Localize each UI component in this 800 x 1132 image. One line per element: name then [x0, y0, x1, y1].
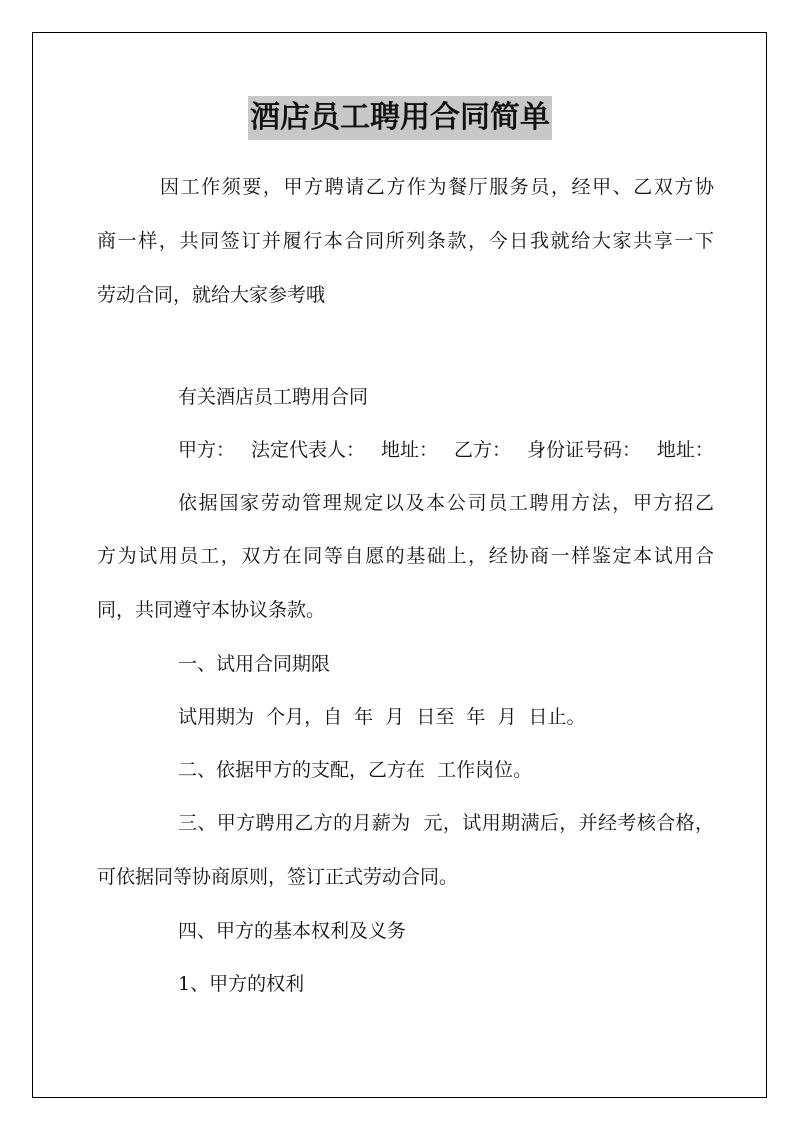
title-container: [0, 96, 800, 140]
intro-line-3: 劳动合同，就给大家参考哦: [97, 284, 326, 306]
preamble-line-2: 方为试用员工，双方在同等自愿的基础上，经协商一样鉴定本试用合: [97, 545, 714, 567]
section1-text: 试用期为 个月，自 年 月 日至 年 月 日止。: [178, 706, 586, 728]
party-b-label: 乙方：: [453, 439, 511, 461]
document-title: 酒店员工聘用合同简单: [248, 96, 552, 140]
address-b-label: 地址：: [656, 439, 714, 461]
section3-line-2: 可依据同等协商原则，签订正式劳动合同。: [97, 866, 459, 888]
legal-rep-label: 法定代表人：: [250, 439, 365, 461]
preamble-line-3: 同，共同遵守本协议条款。: [97, 599, 326, 621]
section3-line-1: 三、甲方聘用乙方的月薪为 元，试用期满后，并经考核合格，: [178, 812, 714, 834]
section2-text: 二、依据甲方的支配，乙方在 工作岗位。: [178, 759, 533, 781]
id-number-label: 身份证号码：: [526, 439, 641, 461]
parties-line: [178, 437, 714, 463]
section1-heading: 一、试用合同期限: [178, 653, 331, 675]
intro-line-1: 因工作须要，甲方聘请乙方作为餐厅服务员，经甲、乙双方协: [160, 176, 714, 198]
address-a-label: 地址：: [380, 439, 438, 461]
section4-heading: 四、甲方的基本权利及义务: [178, 920, 407, 942]
party-a-label: 甲方：: [178, 439, 236, 461]
section4-sub1: 1、甲方的权利: [178, 973, 305, 995]
preamble-line-1: 依据国家劳动管理规定以及本公司员工聘用方法，甲方招乙: [178, 492, 714, 514]
contract-heading: 有关酒店员工聘用合同: [178, 386, 369, 408]
intro-line-2: 商一样，共同签订并履行本合同所列条款，今日我就给大家共享一下: [97, 230, 714, 252]
